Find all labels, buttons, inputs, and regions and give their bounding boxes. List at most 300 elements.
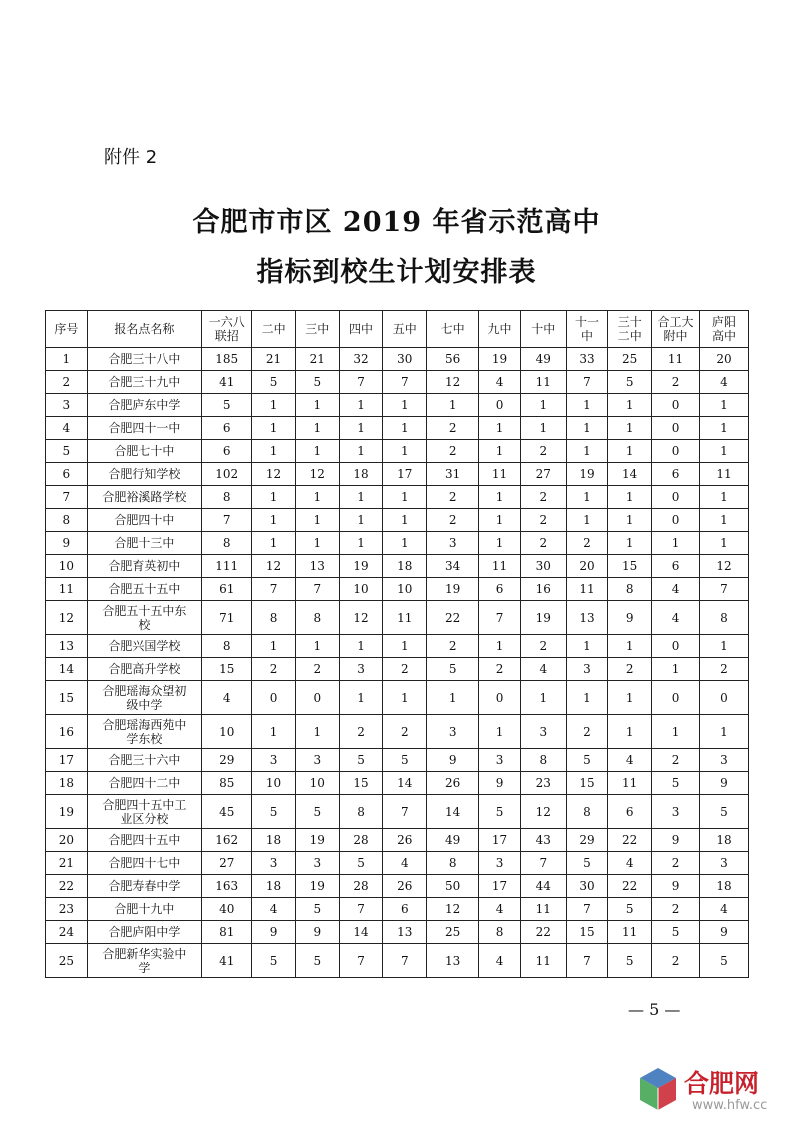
quota-cell: 1 bbox=[566, 417, 608, 440]
quota-cell: 5 bbox=[652, 772, 700, 795]
quota-cell: 21 bbox=[295, 348, 339, 371]
quota-cell: 1 bbox=[652, 532, 700, 555]
school-name: 合肥五十五中东 校 bbox=[87, 601, 202, 635]
quota-cell: 1 bbox=[699, 509, 748, 532]
site-watermark bbox=[636, 1062, 786, 1118]
quota-cell: 2 bbox=[427, 440, 479, 463]
school-name: 合肥四十五中 bbox=[87, 829, 202, 852]
table-row bbox=[46, 463, 749, 486]
quota-cell: 5 bbox=[295, 898, 339, 921]
quota-cell: 32 bbox=[339, 348, 383, 371]
quota-cell: 27 bbox=[202, 852, 252, 875]
quota-cell: 1 bbox=[295, 715, 339, 749]
column-header: 七中 bbox=[427, 311, 479, 348]
quota-cell: 1 bbox=[427, 681, 479, 715]
quota-cell: 1 bbox=[699, 635, 748, 658]
quota-cell: 1 bbox=[383, 440, 427, 463]
quota-cell: 7 bbox=[383, 795, 427, 829]
quota-cell: 8 bbox=[339, 795, 383, 829]
quota-cell: 2 bbox=[699, 658, 748, 681]
quota-cell: 2 bbox=[652, 852, 700, 875]
quota-cell: 4 bbox=[479, 944, 521, 978]
quota-cell: 30 bbox=[383, 348, 427, 371]
quota-cell: 43 bbox=[520, 829, 566, 852]
quota-cell: 5 bbox=[252, 371, 296, 394]
quota-cell: 0 bbox=[652, 394, 700, 417]
table-row bbox=[46, 417, 749, 440]
quota-cell: 7 bbox=[295, 578, 339, 601]
quota-cell: 2 bbox=[252, 658, 296, 681]
quota-cell: 22 bbox=[427, 601, 479, 635]
quota-cell: 4 bbox=[252, 898, 296, 921]
quota-cell: 5 bbox=[339, 749, 383, 772]
quota-cell: 8 bbox=[699, 601, 748, 635]
quota-cell: 71 bbox=[202, 601, 252, 635]
quota-cell: 1 bbox=[339, 417, 383, 440]
row-number: 11 bbox=[46, 578, 88, 601]
quota-cell: 9 bbox=[427, 749, 479, 772]
quota-cell: 3 bbox=[252, 852, 296, 875]
quota-cell: 40 bbox=[202, 898, 252, 921]
quota-cell: 49 bbox=[520, 348, 566, 371]
quota-cell: 85 bbox=[202, 772, 252, 795]
school-name: 合肥四十一中 bbox=[87, 417, 202, 440]
quota-cell: 1 bbox=[295, 417, 339, 440]
quota-cell: 9 bbox=[295, 921, 339, 944]
quota-cell: 28 bbox=[339, 829, 383, 852]
school-name: 合肥十三中 bbox=[87, 532, 202, 555]
quota-cell: 11 bbox=[608, 921, 652, 944]
quota-cell: 1 bbox=[608, 486, 652, 509]
table-row bbox=[46, 658, 749, 681]
quota-cell: 19 bbox=[479, 348, 521, 371]
quota-cell: 7 bbox=[339, 898, 383, 921]
quota-cell: 185 bbox=[202, 348, 252, 371]
quota-cell: 2 bbox=[520, 532, 566, 555]
table-row bbox=[46, 348, 749, 371]
quota-cell: 7 bbox=[339, 944, 383, 978]
quota-cell: 8 bbox=[202, 486, 252, 509]
quota-cell: 3 bbox=[699, 852, 748, 875]
cube-logo-icon bbox=[636, 1066, 680, 1116]
quota-cell: 1 bbox=[479, 509, 521, 532]
quota-cell: 8 bbox=[566, 795, 608, 829]
quota-cell: 5 bbox=[699, 795, 748, 829]
quota-cell: 2 bbox=[383, 715, 427, 749]
quota-cell: 111 bbox=[202, 555, 252, 578]
quota-cell: 0 bbox=[252, 681, 296, 715]
row-number: 16 bbox=[46, 715, 88, 749]
quota-cell: 22 bbox=[608, 875, 652, 898]
row-number: 25 bbox=[46, 944, 88, 978]
table-row bbox=[46, 852, 749, 875]
quota-cell: 1 bbox=[339, 394, 383, 417]
quota-cell: 1 bbox=[608, 509, 652, 532]
quota-cell: 15 bbox=[202, 658, 252, 681]
quota-cell: 30 bbox=[566, 875, 608, 898]
quota-cell: 31 bbox=[427, 463, 479, 486]
quota-cell: 18 bbox=[699, 829, 748, 852]
quota-cell: 2 bbox=[383, 658, 427, 681]
quota-cell: 5 bbox=[652, 921, 700, 944]
column-header: 一六八 联招 bbox=[202, 311, 252, 348]
quota-cell: 0 bbox=[652, 635, 700, 658]
table-row bbox=[46, 749, 749, 772]
table-row bbox=[46, 875, 749, 898]
table-row bbox=[46, 921, 749, 944]
school-name: 合肥行知学校 bbox=[87, 463, 202, 486]
school-name: 合肥新华实验中 学 bbox=[87, 944, 202, 978]
column-header: 三十 二中 bbox=[608, 311, 652, 348]
quota-cell: 17 bbox=[479, 829, 521, 852]
quota-cell: 2 bbox=[520, 635, 566, 658]
school-name: 合肥四十二中 bbox=[87, 772, 202, 795]
quota-cell: 9 bbox=[479, 772, 521, 795]
quota-cell: 18 bbox=[383, 555, 427, 578]
document-title-line2: 指标到校生计划安排表 bbox=[256, 257, 537, 288]
quota-cell: 4 bbox=[652, 578, 700, 601]
quota-cell: 81 bbox=[202, 921, 252, 944]
quota-cell: 3 bbox=[479, 749, 521, 772]
quota-cell: 12 bbox=[295, 463, 339, 486]
quota-cell: 2 bbox=[520, 440, 566, 463]
quota-cell: 27 bbox=[520, 463, 566, 486]
quota-cell: 1 bbox=[252, 532, 296, 555]
quota-cell: 8 bbox=[202, 635, 252, 658]
quota-cell: 1 bbox=[479, 417, 521, 440]
quota-cell: 21 bbox=[252, 348, 296, 371]
quota-cell: 25 bbox=[427, 921, 479, 944]
quota-cell: 1 bbox=[383, 681, 427, 715]
quota-cell: 4 bbox=[202, 681, 252, 715]
quota-cell: 7 bbox=[520, 852, 566, 875]
quota-cell: 34 bbox=[427, 555, 479, 578]
row-number: 10 bbox=[46, 555, 88, 578]
table-row bbox=[46, 555, 749, 578]
quota-cell: 2 bbox=[427, 635, 479, 658]
quota-cell: 1 bbox=[252, 440, 296, 463]
quota-cell: 7 bbox=[383, 371, 427, 394]
column-header: 四中 bbox=[339, 311, 383, 348]
school-name: 合肥育英初中 bbox=[87, 555, 202, 578]
quota-cell: 3 bbox=[652, 795, 700, 829]
table-row bbox=[46, 532, 749, 555]
quota-cell: 8 bbox=[608, 578, 652, 601]
column-header: 十中 bbox=[520, 311, 566, 348]
quota-cell: 0 bbox=[479, 681, 521, 715]
quota-cell: 41 bbox=[202, 371, 252, 394]
quota-cell: 61 bbox=[202, 578, 252, 601]
quota-cell: 4 bbox=[383, 852, 427, 875]
quota-cell: 6 bbox=[479, 578, 521, 601]
quota-cell: 8 bbox=[202, 532, 252, 555]
quota-cell: 6 bbox=[383, 898, 427, 921]
quota-cell: 12 bbox=[252, 463, 296, 486]
quota-cell: 50 bbox=[427, 875, 479, 898]
quota-cell: 14 bbox=[427, 795, 479, 829]
quota-cell: 4 bbox=[608, 852, 652, 875]
quota-cell: 14 bbox=[383, 772, 427, 795]
quota-cell: 20 bbox=[699, 348, 748, 371]
quota-cell: 6 bbox=[608, 795, 652, 829]
quota-cell: 1 bbox=[699, 440, 748, 463]
quota-cell: 2 bbox=[427, 509, 479, 532]
quota-cell: 5 bbox=[608, 371, 652, 394]
quota-cell: 0 bbox=[652, 509, 700, 532]
quota-cell: 4 bbox=[652, 601, 700, 635]
school-name: 合肥四十五中工 业区分校 bbox=[87, 795, 202, 829]
quota-cell: 102 bbox=[202, 463, 252, 486]
quota-cell: 12 bbox=[339, 601, 383, 635]
quota-cell: 5 bbox=[383, 749, 427, 772]
quota-cell: 0 bbox=[652, 681, 700, 715]
quota-cell: 49 bbox=[427, 829, 479, 852]
quota-cell: 11 bbox=[520, 898, 566, 921]
row-number: 15 bbox=[46, 681, 88, 715]
quota-cell: 10 bbox=[295, 772, 339, 795]
quota-cell: 1 bbox=[339, 440, 383, 463]
school-name: 合肥四十中 bbox=[87, 509, 202, 532]
table-row bbox=[46, 829, 749, 852]
quota-cell: 33 bbox=[566, 348, 608, 371]
school-name: 合肥三十六中 bbox=[87, 749, 202, 772]
school-name: 合肥三十九中 bbox=[87, 371, 202, 394]
school-name: 合肥三十八中 bbox=[87, 348, 202, 371]
quota-cell: 9 bbox=[652, 829, 700, 852]
quota-cell: 11 bbox=[479, 463, 521, 486]
school-name: 合肥四十七中 bbox=[87, 852, 202, 875]
school-name: 合肥七十中 bbox=[87, 440, 202, 463]
quota-cell: 56 bbox=[427, 348, 479, 371]
quota-cell: 12 bbox=[699, 555, 748, 578]
quota-cell: 0 bbox=[699, 681, 748, 715]
quota-cell: 14 bbox=[608, 463, 652, 486]
quota-cell: 11 bbox=[520, 944, 566, 978]
quota-cell: 1 bbox=[479, 486, 521, 509]
quota-cell: 8 bbox=[520, 749, 566, 772]
quota-cell: 6 bbox=[652, 463, 700, 486]
quota-cell: 13 bbox=[566, 601, 608, 635]
row-number: 6 bbox=[46, 463, 88, 486]
quota-cell: 1 bbox=[383, 394, 427, 417]
row-number: 18 bbox=[46, 772, 88, 795]
quota-cell: 8 bbox=[295, 601, 339, 635]
quota-cell: 9 bbox=[252, 921, 296, 944]
quota-cell: 162 bbox=[202, 829, 252, 852]
quota-cell: 1 bbox=[652, 658, 700, 681]
quota-cell: 22 bbox=[520, 921, 566, 944]
table-row bbox=[46, 486, 749, 509]
quota-cell: 1 bbox=[383, 417, 427, 440]
quota-cell: 1 bbox=[295, 532, 339, 555]
table-row bbox=[46, 772, 749, 795]
row-number: 9 bbox=[46, 532, 88, 555]
quota-cell: 26 bbox=[427, 772, 479, 795]
quota-cell: 7 bbox=[566, 944, 608, 978]
quota-cell: 11 bbox=[383, 601, 427, 635]
table-row bbox=[46, 578, 749, 601]
quota-cell: 26 bbox=[383, 829, 427, 852]
quota-cell: 19 bbox=[566, 463, 608, 486]
quota-cell: 5 bbox=[608, 944, 652, 978]
quota-cell: 5 bbox=[202, 394, 252, 417]
quota-cell: 1 bbox=[252, 417, 296, 440]
quota-cell: 1 bbox=[520, 417, 566, 440]
quota-cell: 5 bbox=[252, 795, 296, 829]
school-name: 合肥瑶海众望初 级中学 bbox=[87, 681, 202, 715]
quota-cell: 11 bbox=[520, 371, 566, 394]
quota-cell: 5 bbox=[295, 795, 339, 829]
quota-cell: 3 bbox=[295, 852, 339, 875]
quota-cell: 1 bbox=[699, 394, 748, 417]
quota-cell: 8 bbox=[252, 601, 296, 635]
column-header: 二中 bbox=[252, 311, 296, 348]
quota-cell: 10 bbox=[383, 578, 427, 601]
quota-cell: 9 bbox=[699, 921, 748, 944]
watermark-name: 合肥网 bbox=[684, 1069, 760, 1098]
quota-cell: 11 bbox=[699, 463, 748, 486]
quota-cell: 44 bbox=[520, 875, 566, 898]
quota-cell: 1 bbox=[566, 635, 608, 658]
quota-cell: 4 bbox=[479, 898, 521, 921]
quota-cell: 6 bbox=[652, 555, 700, 578]
quota-cell: 10 bbox=[339, 578, 383, 601]
school-name: 合肥庐阳中学 bbox=[87, 921, 202, 944]
quota-cell: 28 bbox=[339, 875, 383, 898]
quota-cell: 1 bbox=[339, 635, 383, 658]
row-number: 12 bbox=[46, 601, 88, 635]
quota-cell: 1 bbox=[479, 440, 521, 463]
school-name: 合肥寿春中学 bbox=[87, 875, 202, 898]
quota-cell: 2 bbox=[427, 417, 479, 440]
quota-cell: 5 bbox=[566, 749, 608, 772]
row-number: 7 bbox=[46, 486, 88, 509]
column-header: 报名点名称 bbox=[87, 311, 202, 348]
quota-cell: 7 bbox=[383, 944, 427, 978]
quota-cell: 12 bbox=[252, 555, 296, 578]
quota-cell: 19 bbox=[295, 829, 339, 852]
row-number: 3 bbox=[46, 394, 88, 417]
column-header: 合工大 附中 bbox=[652, 311, 700, 348]
column-header: 庐阳 高中 bbox=[699, 311, 748, 348]
school-name: 合肥十九中 bbox=[87, 898, 202, 921]
quota-cell: 22 bbox=[608, 829, 652, 852]
quota-cell: 19 bbox=[427, 578, 479, 601]
quota-cell: 4 bbox=[699, 371, 748, 394]
row-number: 8 bbox=[46, 509, 88, 532]
row-number: 13 bbox=[46, 635, 88, 658]
quota-cell: 1 bbox=[652, 715, 700, 749]
quota-cell: 3 bbox=[479, 852, 521, 875]
quota-cell: 12 bbox=[520, 795, 566, 829]
quota-cell: 18 bbox=[699, 875, 748, 898]
row-number: 2 bbox=[46, 371, 88, 394]
quota-cell: 15 bbox=[339, 772, 383, 795]
quota-cell: 4 bbox=[699, 898, 748, 921]
table-row bbox=[46, 944, 749, 978]
quota-cell: 5 bbox=[339, 852, 383, 875]
quota-cell: 1 bbox=[295, 486, 339, 509]
quota-table bbox=[45, 310, 749, 978]
quota-cell: 9 bbox=[699, 772, 748, 795]
quota-cell: 0 bbox=[479, 394, 521, 417]
quota-cell: 2 bbox=[566, 532, 608, 555]
quota-cell: 8 bbox=[427, 852, 479, 875]
column-header: 九中 bbox=[479, 311, 521, 348]
quota-cell: 2 bbox=[520, 509, 566, 532]
quota-cell: 1 bbox=[608, 715, 652, 749]
quota-cell: 1 bbox=[699, 486, 748, 509]
quota-cell: 9 bbox=[608, 601, 652, 635]
quota-cell: 5 bbox=[479, 795, 521, 829]
quota-cell: 1 bbox=[699, 532, 748, 555]
quota-cell: 25 bbox=[608, 348, 652, 371]
row-number: 4 bbox=[46, 417, 88, 440]
quota-cell: 9 bbox=[652, 875, 700, 898]
row-number: 1 bbox=[46, 348, 88, 371]
quota-cell: 1 bbox=[295, 440, 339, 463]
quota-cell: 6 bbox=[202, 417, 252, 440]
quota-cell: 5 bbox=[252, 944, 296, 978]
quota-cell: 13 bbox=[295, 555, 339, 578]
quota-cell: 0 bbox=[295, 681, 339, 715]
quota-cell: 1 bbox=[252, 394, 296, 417]
quota-cell: 1 bbox=[252, 486, 296, 509]
quota-cell: 10 bbox=[202, 715, 252, 749]
quota-cell: 26 bbox=[383, 875, 427, 898]
quota-cell: 3 bbox=[339, 658, 383, 681]
table-row bbox=[46, 440, 749, 463]
quota-cell: 12 bbox=[427, 898, 479, 921]
quota-cell: 19 bbox=[520, 601, 566, 635]
quota-cell: 3 bbox=[252, 749, 296, 772]
quota-cell: 3 bbox=[295, 749, 339, 772]
quota-cell: 3 bbox=[427, 715, 479, 749]
quota-cell: 29 bbox=[566, 829, 608, 852]
table-row bbox=[46, 715, 749, 749]
school-name: 合肥兴国学校 bbox=[87, 635, 202, 658]
quota-cell: 1 bbox=[520, 394, 566, 417]
quota-cell: 1 bbox=[383, 486, 427, 509]
quota-cell: 2 bbox=[339, 715, 383, 749]
quota-cell: 10 bbox=[252, 772, 296, 795]
quota-cell: 4 bbox=[608, 749, 652, 772]
quota-cell: 1 bbox=[252, 509, 296, 532]
quota-cell: 11 bbox=[652, 348, 700, 371]
quota-cell: 1 bbox=[427, 394, 479, 417]
quota-cell: 7 bbox=[699, 578, 748, 601]
table-header-row bbox=[46, 311, 749, 348]
quota-cell: 6 bbox=[202, 440, 252, 463]
quota-cell: 2 bbox=[652, 371, 700, 394]
quota-cell: 7 bbox=[566, 371, 608, 394]
quota-cell: 2 bbox=[652, 944, 700, 978]
quota-cell: 5 bbox=[608, 898, 652, 921]
quota-cell: 0 bbox=[652, 486, 700, 509]
table-row bbox=[46, 371, 749, 394]
quota-cell: 2 bbox=[520, 486, 566, 509]
row-number: 24 bbox=[46, 921, 88, 944]
document-title-line1: 合肥市市区 2019 年省示范高中 bbox=[192, 207, 601, 238]
quota-cell: 5 bbox=[295, 944, 339, 978]
table-row bbox=[46, 394, 749, 417]
quota-cell: 4 bbox=[479, 371, 521, 394]
quota-cell: 15 bbox=[566, 921, 608, 944]
quota-cell: 29 bbox=[202, 749, 252, 772]
quota-cell: 2 bbox=[608, 658, 652, 681]
quota-cell: 11 bbox=[566, 578, 608, 601]
quota-cell: 1 bbox=[479, 715, 521, 749]
